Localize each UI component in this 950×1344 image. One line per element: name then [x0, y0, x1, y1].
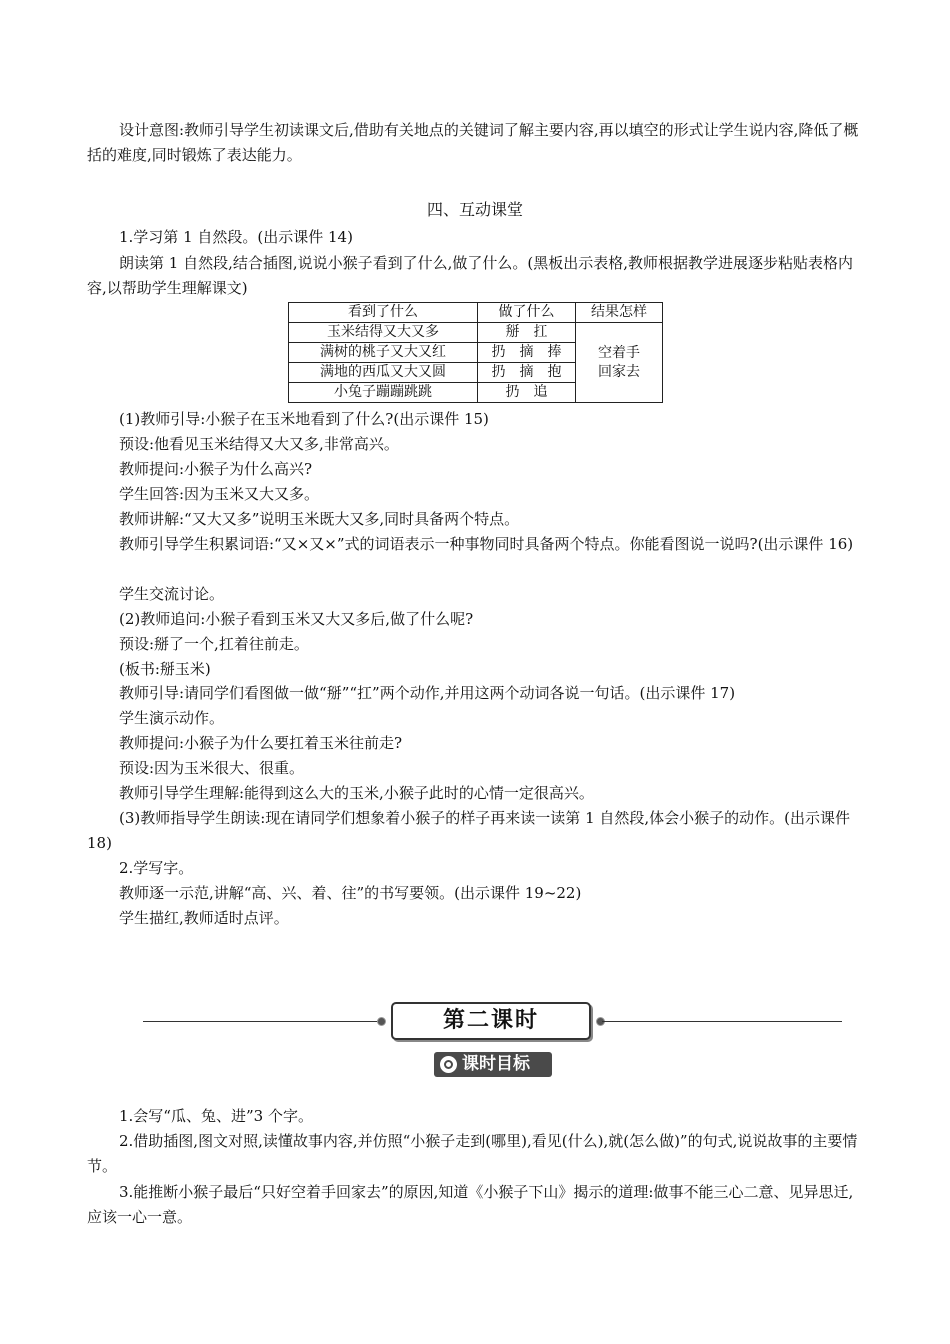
- table-cell-saw: 满树的桃子又大又红: [289, 343, 478, 363]
- table-cell-did: 扔 追: [478, 383, 576, 403]
- table-cell-result: 空着手回家去: [576, 323, 663, 403]
- table-cell-did: 掰 扛: [478, 323, 576, 343]
- lesson-line: 教师提问:小猴子为什么高兴?: [119, 460, 313, 478]
- target-icon: [438, 1054, 459, 1075]
- lesson-line: 教师引导学生理解:能得到这么大的玉米,小猴子此时的心情一定很高兴。: [119, 784, 594, 802]
- banner-ornament-left: [377, 1017, 386, 1026]
- lesson-line: (2)教师追问:小猴子看到玉米又大又多后,做了什么呢?: [119, 610, 474, 628]
- lesson-line: 学生描红,教师适时点评。: [119, 909, 289, 927]
- banner-divider-left: [143, 1021, 383, 1022]
- lesson-line: 学生演示动作。: [119, 709, 225, 727]
- lesson-line: 教师引导学生积累词语:“又×又×”式的词语表示一种事物同时具备两个特点。你能看图说一说吗?(出示课件 16): [119, 535, 854, 553]
- table-header: 做了什么: [478, 303, 576, 323]
- table-header: 结果怎样: [576, 303, 663, 323]
- table-cell-saw: 玉米结得又大又多: [289, 323, 478, 343]
- step-1-heading: 1.学习第 1 自然段。(出示课件 14): [119, 228, 353, 246]
- banner-divider-right: [602, 1021, 842, 1022]
- section-title: 四、互动课堂: [426, 200, 523, 219]
- lesson-table: [288, 302, 663, 403]
- lesson-line: 教师逐一示范,讲解“高、兴、着、往”的书写要领。(出示课件 19~22): [119, 884, 582, 902]
- lesson-line: (3)教师指导学生朗读:现在请同学们想象着小猴子的样子再来读一读第 1 自然段,体会小猴子的动作。(出示课件 18): [87, 809, 851, 852]
- step-1-intro: 朗读第 1 自然段,结合插图,说说小猴子看到了什么,做了什么。(黑板出示表格,教师根据教学进展逐步粘贴表格内容,以帮助学生理解课文): [87, 254, 854, 297]
- table-cell-saw: 小兔子蹦蹦跳跳: [289, 383, 478, 403]
- lesson-banner: 第二课时: [391, 1002, 591, 1040]
- goal-item: 3.能推断小猴子最后“只好空着手回家去”的原因,知道《小猴子下山》揭示的道理:做事不能三心二意、见异思迁,应该一心一意。: [87, 1183, 854, 1226]
- lesson-line: 预设:因为玉米很大、很重。: [119, 759, 305, 777]
- goal-badge: [434, 1052, 552, 1077]
- goal-item: 2.借助插图,图文对照,读懂故事内容,并仿照“小猴子走到(哪里),看见(什么),就(怎么做)”的句式,说说故事的主要情节。: [87, 1132, 858, 1175]
- lesson-line: 学生回答:因为玉米又大又多。: [119, 485, 320, 503]
- goal-item: 1.会写“瓜、兔、进”3 个字。: [119, 1107, 313, 1125]
- table-row: [289, 323, 663, 343]
- lesson-line: (板书:掰玉米): [119, 660, 211, 678]
- table-header: 看到了什么: [289, 303, 478, 323]
- table-cell-did: 扔 摘 捧: [478, 343, 576, 363]
- lesson-line: 预设:他看见玉米结得又大又多,非常高兴。: [119, 435, 399, 453]
- table-cell-saw: 满地的西瓜又大又圆: [289, 363, 478, 383]
- lesson-line: (1)教师引导:小猴子在玉米地看到了什么?(出示课件 15): [119, 410, 489, 428]
- lesson-line: 预设:掰了一个,扛着往前走。: [119, 635, 309, 653]
- table-header-row: [289, 303, 663, 323]
- lesson-line: 教师提问:小猴子为什么要扛着玉米往前走?: [119, 734, 403, 752]
- design-intent: 设计意图:教师引导学生初读课文后,借助有关地点的关键词了解主要内容,再以填空的形式让学生说内容,降低了概括的难度,同时锻炼了表达能力。: [87, 121, 859, 164]
- goal-badge-label: 课时目标: [462, 1054, 530, 1074]
- lesson-line: 学生交流讨论。: [119, 585, 225, 603]
- lesson-line: 教师讲解:“又大又多”说明玉米既大又多,同时具备两个特点。: [119, 510, 520, 528]
- lesson-line: 2.学写字。: [119, 859, 194, 877]
- lesson-line: 教师引导:请同学们看图做一做“掰”“扛”两个动作,并用这两个动词各说一句话。(出示课件 17): [119, 684, 736, 702]
- table-cell-did: 扔 摘 抱: [478, 363, 576, 383]
